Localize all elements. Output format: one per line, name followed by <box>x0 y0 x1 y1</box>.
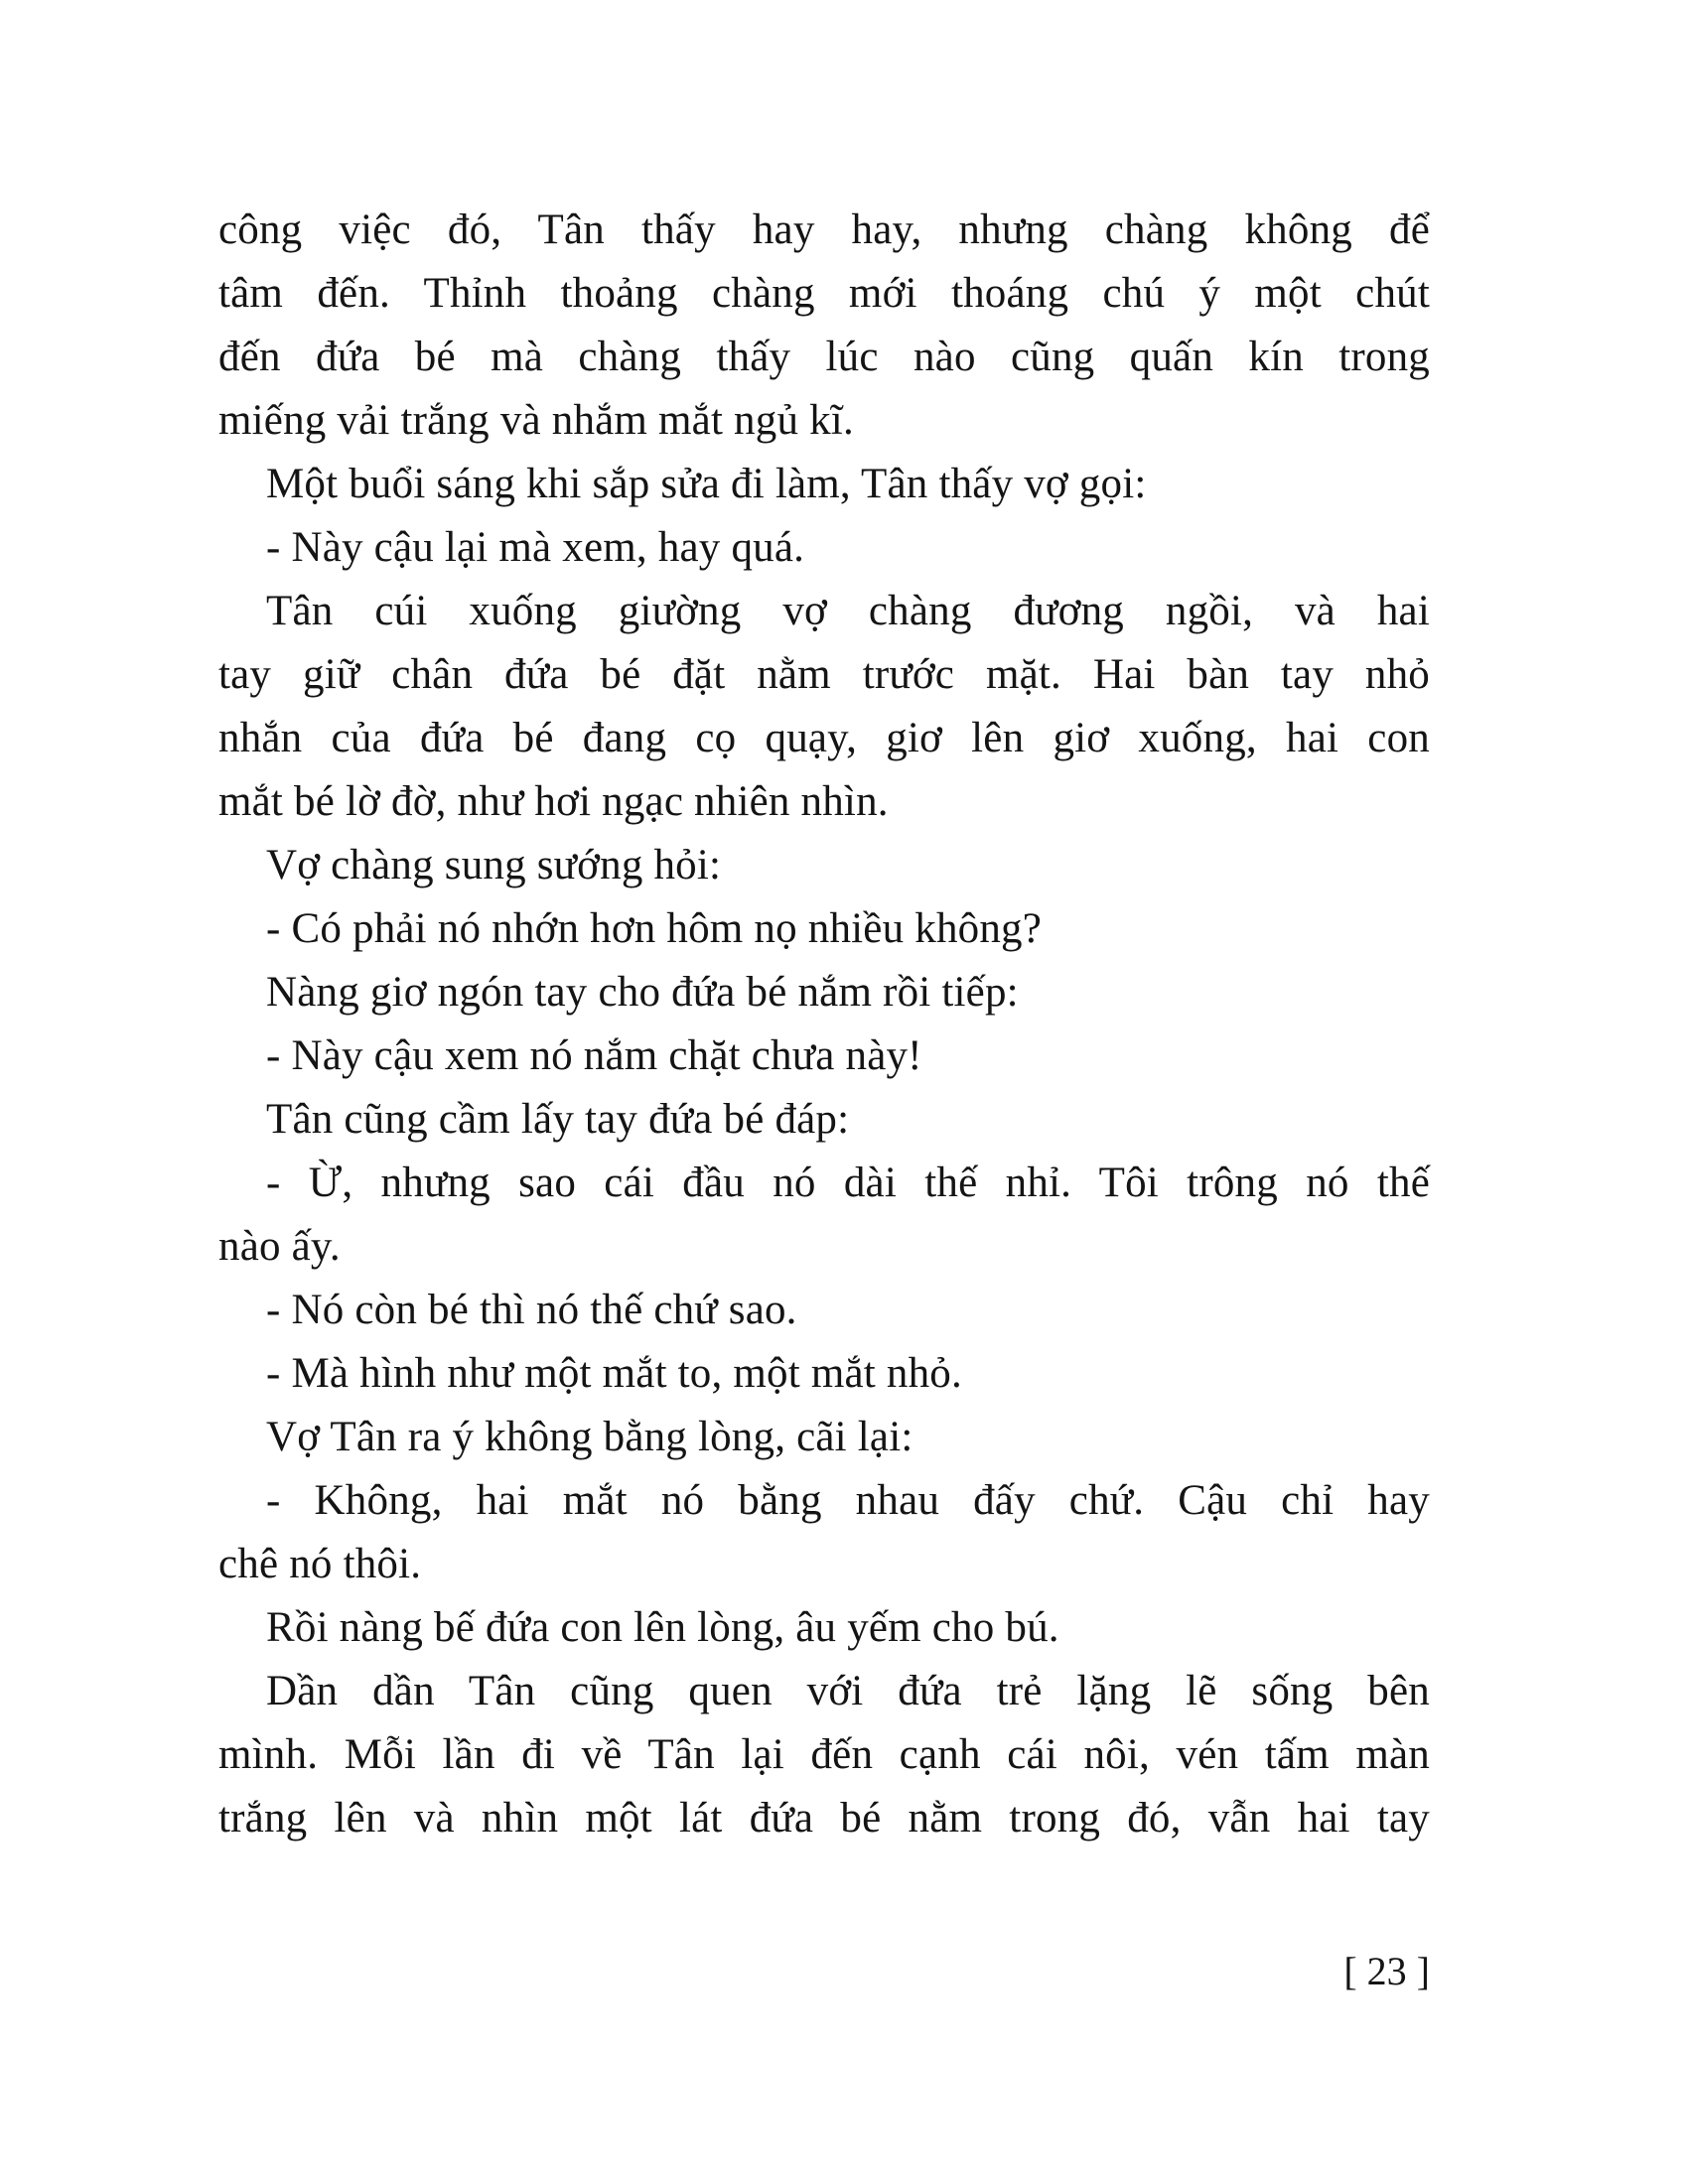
text-line: - Ừ, nhưng sao cái đầu nó dài thế nhỉ. Tôi trông nó thế <box>266 1160 1430 1206</box>
text-line: Rồi nàng bế đứa con lên lòng, âu yếm cho bú. <box>266 1604 1059 1651</box>
text-line: miếng vải trắng và nhắm mắt ngủ kĩ. <box>218 397 854 444</box>
text-line: Tân cũng cầm lấy tay đứa bé đáp: <box>266 1096 850 1143</box>
text-line: Dần dần Tân cũng quen với đứa trẻ lặng lẽ sống bên <box>266 1668 1430 1714</box>
text-line: tâm đến. Thỉnh thoảng chàng mới thoáng chú ý một chút <box>218 270 1430 317</box>
text-line: Vợ Tân ra ý không bằng lòng, cãi lại: <box>266 1414 914 1460</box>
text-line: trắng lên và nhìn một lát đứa bé nằm trong đó, vẫn hai tay <box>218 1795 1430 1842</box>
text-line: Vợ chàng sung sướng hỏi: <box>266 842 722 888</box>
text-line: tay giữ chân đứa bé đặt nằm trước mặt. Hai bàn tay nhỏ <box>218 651 1430 698</box>
text-line: - Này cậu xem nó nắm chặt chưa này! <box>266 1032 922 1079</box>
text-line: đến đứa bé mà chàng thấy lúc nào cũng quấn kín trong <box>218 334 1430 380</box>
text-line: Một buổi sáng khi sắp sửa đi làm, Tân thấy vợ gọi: <box>266 461 1147 507</box>
page-number: [ 23 ] <box>1343 1949 1430 1993</box>
text-line: mình. Mỗi lần đi về Tân lại đến cạnh cái nôi, vén tấm màn <box>218 1731 1430 1778</box>
text-line: Nàng giơ ngón tay cho đứa bé nắm rồi tiếp: <box>266 969 1019 1016</box>
text-line: chê nó thôi. <box>218 1541 422 1587</box>
text-line: - Không, hai mắt nó bằng nhau đấy chứ. Cậu chỉ hay <box>266 1477 1430 1524</box>
text-line: - Có phải nó nhớn hơn hôm nọ nhiều không? <box>266 905 1043 952</box>
text-line: nào ấy. <box>218 1223 341 1270</box>
text-line: nhắn của đứa bé đang cọ quạy, giơ lên giơ xuống, hai con <box>218 715 1430 761</box>
text-line: - Nó còn bé thì nó thế chứ sao. <box>266 1287 797 1333</box>
page-text <box>218 199 1430 1850</box>
text-line: công việc đó, Tân thấy hay hay, nhưng chàng không để <box>218 206 1430 253</box>
text-line: mắt bé lờ đờ, như hơi ngạc nhiên nhìn. <box>218 778 889 825</box>
text-line: - Này cậu lại mà xem, hay quá. <box>266 524 805 571</box>
text-line: - Mà hình như một mắt to, một mắt nhỏ. <box>266 1350 962 1397</box>
text-line: Tân cúi xuống giường vợ chàng đương ngồi, và hai <box>266 588 1430 634</box>
